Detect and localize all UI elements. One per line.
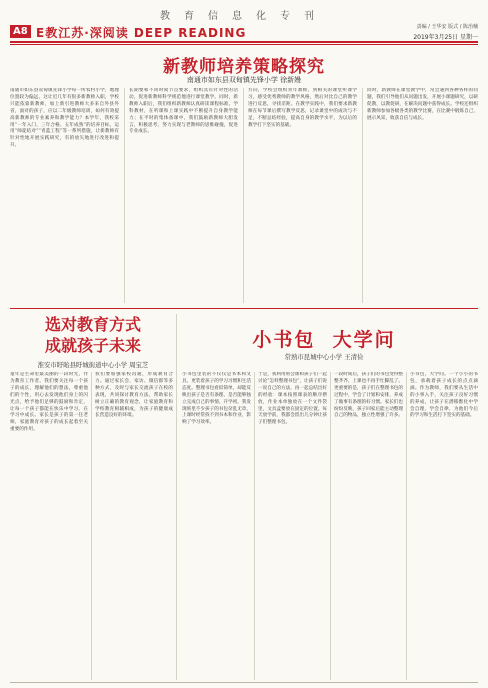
page-header [10, 24, 478, 40]
right-article-column: 小书包里装的不仅仅是书本和文具，更装着孩子的学习习惯和生活态度。整理书包看似简单，却能反映出孩子是否有条理、是否能够独立完成自己的事情。开学初，我发现班里不少孩子的书包杂乱无章，上课时经常找不到书本和作业，影响了学习效率。 [182, 372, 251, 426]
page-code-badge: A8 [10, 25, 31, 38]
column-divider [330, 372, 331, 680]
column-divider [243, 88, 244, 303]
issue-date: 2019年3月25日 星期一 [413, 34, 478, 41]
main-article-column: 同时，新教师在课堂教学中，常会遇到各种各样的问题，我们引导他们从问题出发，开展小课题研究，以研促教，以教促研，在解决问题中获得成长。学校还组织新教师参加各级各类的教学比赛，在比赛中锻炼自己，展示风采，收获自信与成长。 [367, 88, 478, 121]
left-article-byline: 淮安市盱眙县盱城街道中心小学 周宝芝 [37, 361, 149, 369]
main-article-body [10, 88, 478, 303]
left-article-headline: 选对教育方式 成就孩子未来 [44, 315, 141, 355]
left-article-column: 我们要加强家校沟通，形成教育合力。通过家长会、家访、微信群等多种方式，及时与家长交流孩子在校的表现，共同探讨教育方法，帮助家长树立正确的教育观念，让家庭教育和学校教育相辅相成，为孩子的健康成长营造良好的环境。 [95, 372, 173, 419]
header-rule-thin [10, 44, 478, 45]
section-title: E教江苏·深阅读 DEEP READING [36, 26, 247, 40]
masthead-tagline: 教育信息化专刊 [160, 10, 328, 22]
column-divider [254, 372, 255, 680]
main-article-column: 方向，学校会组织青年教师，到相关的课堂听课学习，感受优秀教师的教学风格，然后对比自己的教学进行反思，寻找差距。在教学实践中，我们要求新教师在每节课后撰写教学反思，记录课堂中的成功与不足，不断总结经验，提高自身的教学水平，为以后的教学打下坚实的基础。 [248, 88, 357, 128]
right-article-column: 小书包，大学问。一个小小的书包，承载着孩子成长的点点滴滴。作为教师，我们要从生活中的小事入手，关注孩子良好习惯的养成，让孩子在潜移默化中学会自理、学会自律，为他们今后的学习和生活打下坚实的基础。 [410, 372, 478, 419]
section-divider [10, 308, 478, 309]
article-divider [176, 314, 177, 680]
right-article-column: 一段时间后，孩子们的书包变得整整齐齐，上课也不再手忙脚乱了。更重要的是，孩子们在整理书包的过程中，学会了计划和安排，养成了做事有条理的好习惯。家长们也纷纷反映，孩子回家后能主动整理自己的物品，独立性增强了许多。 [334, 372, 403, 419]
main-article-byline: 南通市如东县双甸镇先锋小学 徐新嫚 [186, 76, 302, 84]
editor-credit: 责编 / 王华安 版式 / 陈治楠 [416, 24, 478, 30]
footer-rule [10, 682, 478, 683]
column-divider [124, 88, 125, 303]
left-article-column: 童年是生命里最美丽的一段时光，作为教育工作者，我们要关注每一个孩子的成长，理解他们的想法，尊重他们的个性，用心去发现他们身上的闪光点，给予他们足够的鼓励和肯定，让每一个孩子都能在快乐中学习、在学习中成长。家长是孩子的第一任老师，家庭教育对孩子的成长起着至关重要的作用。 [10, 372, 88, 433]
main-article-column: 长期要和不同时间节点要求，组织具有针对性的活动，促进新教师科学规范地进行课堂教学。同时，新教师入职后，我们组织新教师认真研读课程标准、学科教材，在听课和上课实践中不断提升自身教学能力；在平时的集体备课中，我们鼓励新教师大胆发言，积极思考，努力实现与老教师的思维碰撞，促进专业成长。 [129, 88, 238, 135]
main-article-column: 南通市如东县双甸镇先锋小学每一所农村小学，地理位置较为偏远，这让近几年有很多新教师入职，学校只能依靠新教师，加上新引进教师大多来自外县外省，面对的孩子，应以二年级教师培训，如何有效提高新教师的专业素养和教学能力？本学年，我校采用“一年入门、三年合格、五年成熟”的培养目标，运用“师徒结对”“青蓝工程”等一系列措施，让新教师有针对性地开展实践研究，有的放矢地进行改进和提升。 [10, 88, 119, 149]
header-rule [10, 41, 478, 43]
right-article-column: 于是，我利用班会课和孩子们一起讨论“怎样整理书包”，让孩子们说一说自己的方法，再一起总结出好的经验：课本按照课表的顺序摆放，作业本单独放在一个文件袋里，文具盒要放在固定的位置。每天放学前，我都会留出几分钟让孩子们整理书包。 [258, 372, 327, 426]
column-divider [406, 372, 407, 680]
column-divider [362, 88, 363, 303]
main-article-headline: 新教师培养策略探究 [163, 57, 325, 77]
right-article-headline: 小书包 大学问 [252, 329, 396, 351]
column-divider [91, 372, 92, 680]
right-article-byline: 常熟市昆城中心小学 王清俭 [284, 353, 364, 361]
